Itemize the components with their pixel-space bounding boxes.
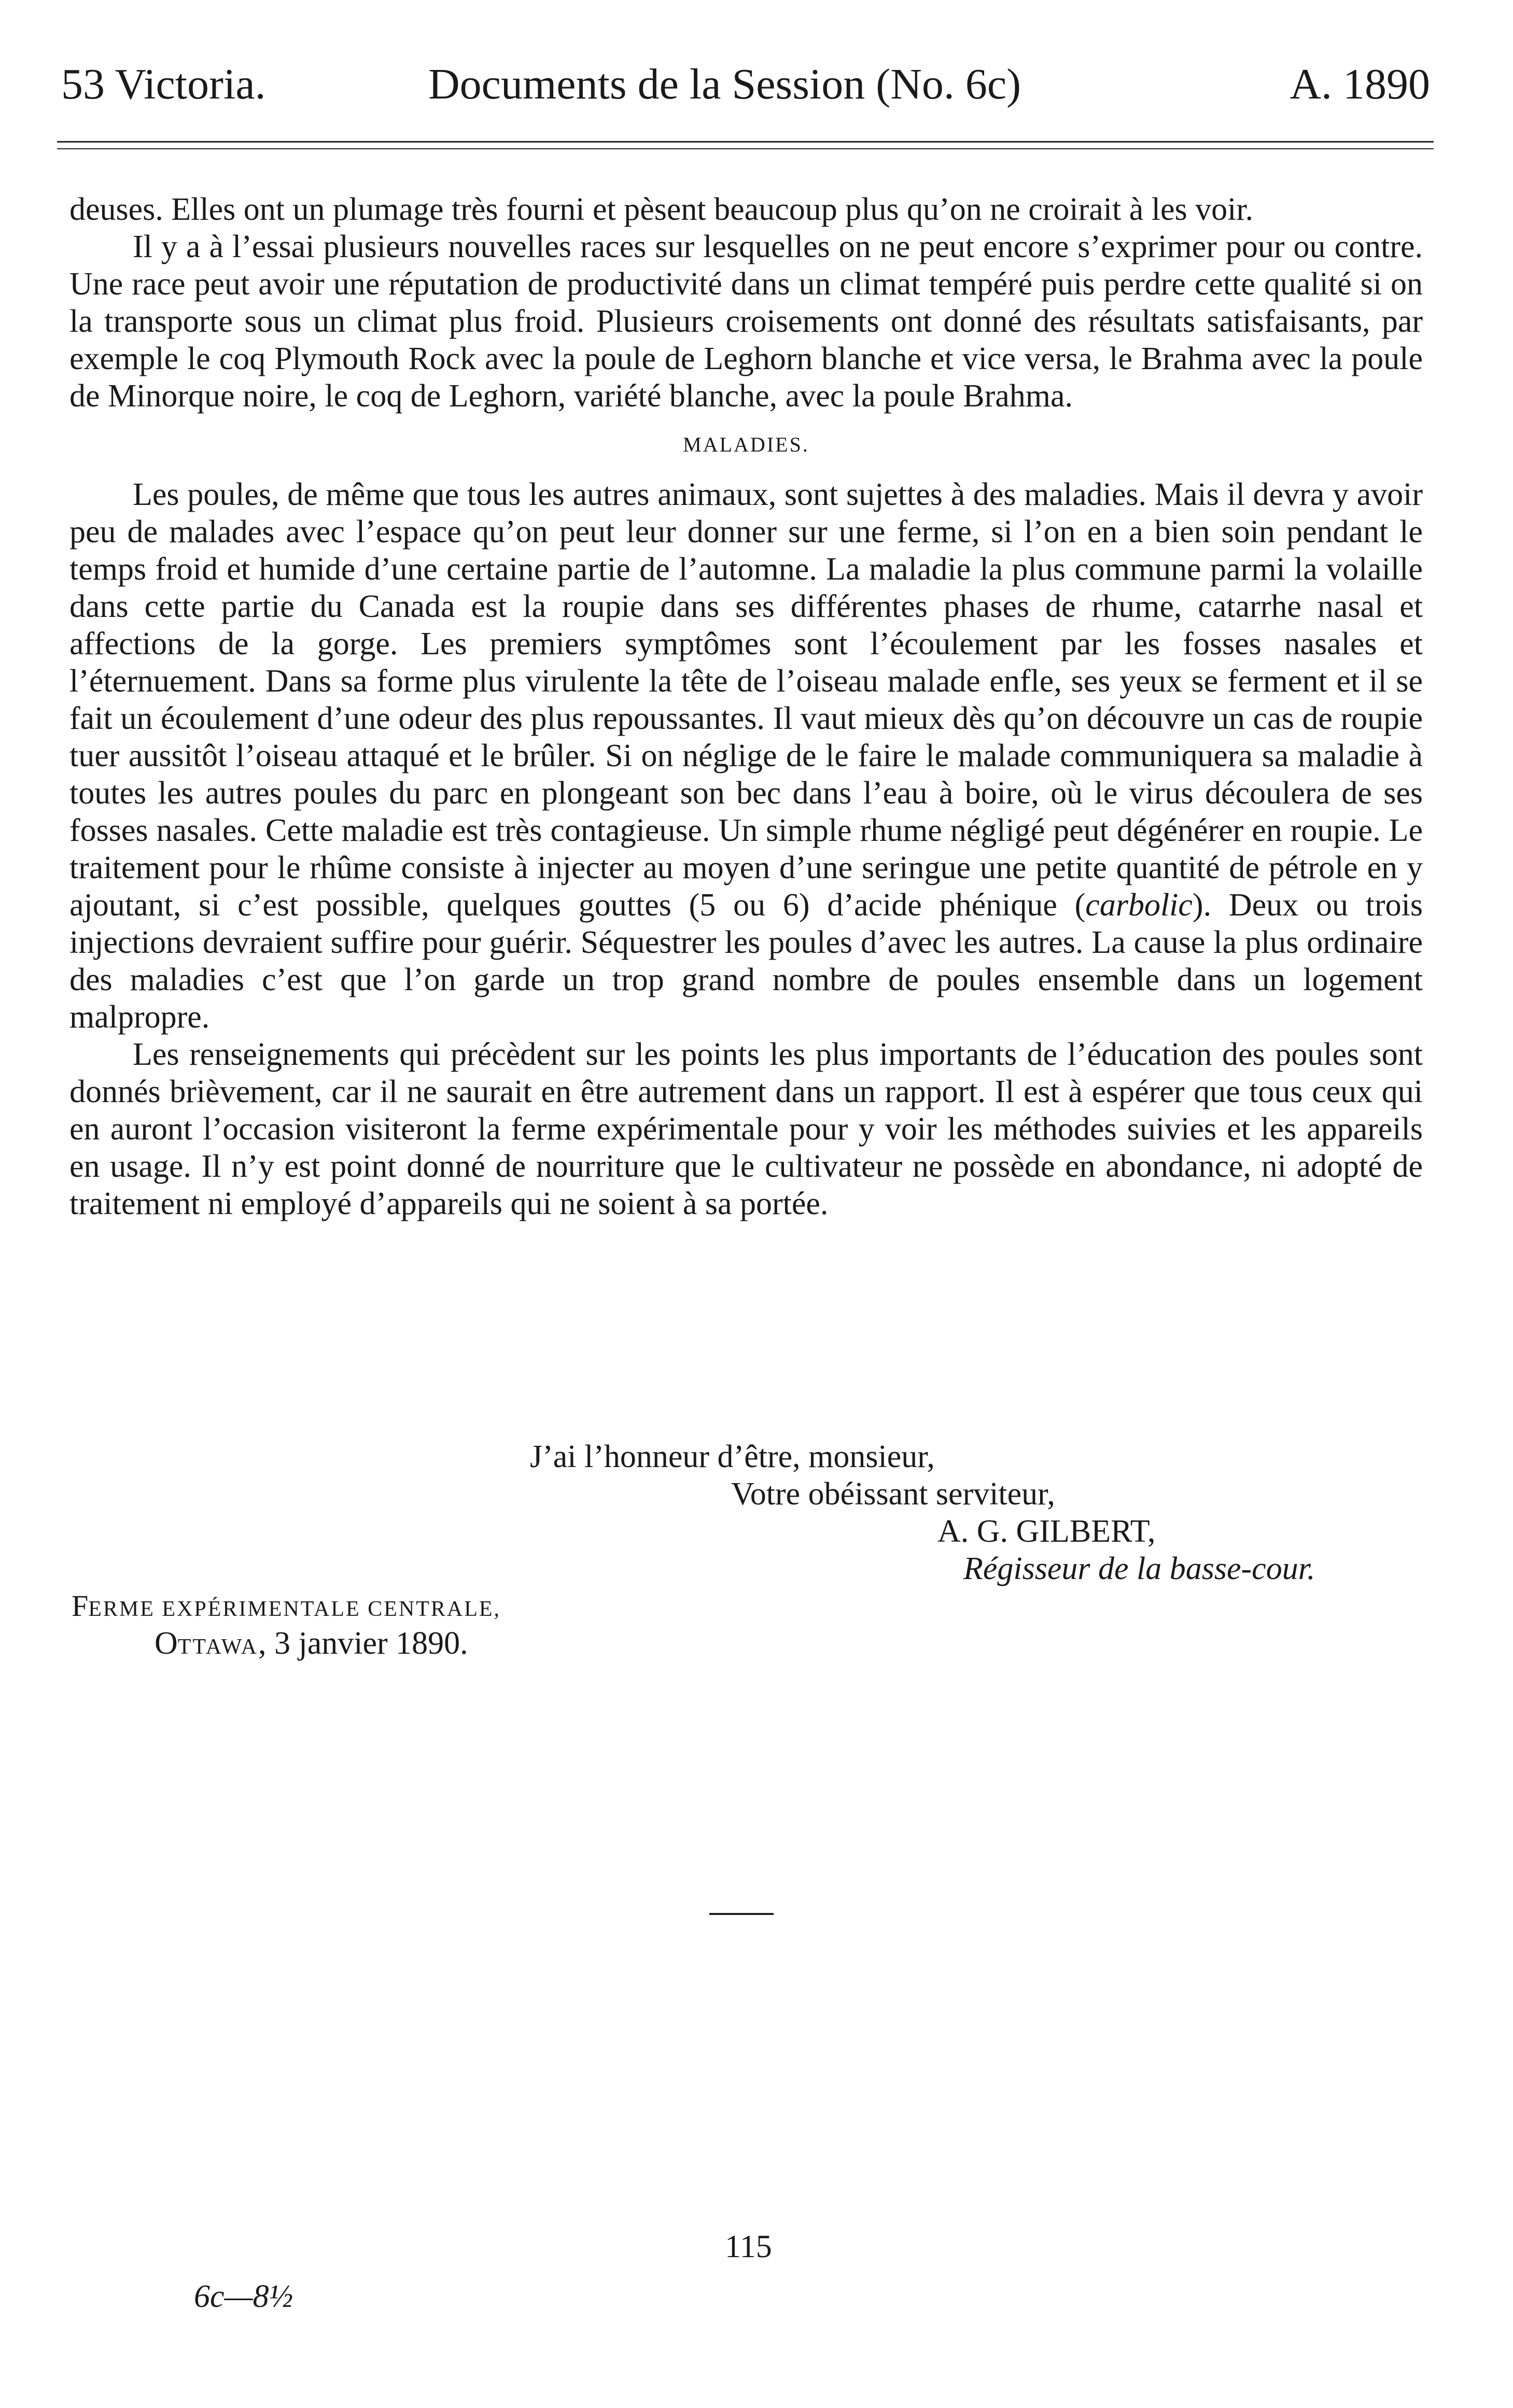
paragraph-2: Il y a à l’essai plusieurs nouvelles races sur lesquelles on ne peut encore s’exprimer pour ou contre. Une race peut avoir une réputation de productivité dans un climat tempéré puis perdre cette qualité si on la transporte sous un climat plus froid. Plusieurs croisements ont donné des résultats satisfaisants, par exemple le coq Plymouth Rock avec la poule de Leghorn blanche et vice versa, le Brahma avec la poule de Minorque noire, le coq de Leghorn, variété blanche, avec la poule Brahma.: [69, 229, 1423, 414]
paragraph-3-part-2: ). Deux ou trois injections devraient suffire pour guérir. Séquestrer les poules d’avec les autres. La cause la plus ordinaire des maladies c’est que l’on garde un trop grand nombre de poules ensemble dans un logement malpropre.: [69, 888, 1423, 1035]
header-right: A. 1890: [1290, 60, 1430, 108]
paragraph-3-emphasis: carbolic: [1085, 888, 1193, 923]
signature-mark: 6c—8½: [194, 2279, 293, 2314]
paragraph-1: deuses. Elles ont un plumage très fourni et pèsent beaucoup plus qu’on ne croirait à les voir.: [69, 192, 1254, 227]
signatory-name: A. G. GILBERT,: [937, 1514, 1156, 1549]
date-text: , 3 janvier 1890.: [258, 1626, 468, 1661]
section-divider: [709, 1913, 774, 1915]
city-rest: TTAWA: [177, 1635, 259, 1659]
closing-servant: Votre obéissant serviteur,: [731, 1476, 1055, 1512]
city-initial: O: [155, 1626, 178, 1661]
header-left: 53 Victoria.: [61, 60, 266, 108]
paragraph-3-part-1: Les poules, de même que tous les autres animaux, sont sujettes à des maladies. Mais il devra y avoir peu de malades avec l’espace qu’on peut leur donner sur une ferme, si l’on en a bien soin pendant le temps froid et humide d’une certaine partie de l’automne. La maladie la plus commune parmi la volaille dans cette partie du Canada est la roupie dans ses différentes phases de rhume, catarrhe nasal et affections de la gorge. Les premiers symptômes sont l’écoulement par les fosses nasales et l’éternuement. Dans sa forme plus virulente la tête de l’oiseau malade enfle, ses yeux se ferment et il se fait un écoulement d’une odeur des plus repoussantes. Il vaut mieux dès qu’on découvre un cas de roupie tuer aussitôt l’oiseau attaqué et le brûler. Si on néglige de le faire le malade communiquera sa maladie à toutes les autres poules du parc en plongeant son bec dans l’eau à boire, où le virus découlera de ses fosses nasales. Cette maladie est très contagieuse. Un simple rhume négligé peut dégénérer en roupie. Le traitement pour le rhûme consiste à injecter au moyen d’une seringue une petite quantité de pétrole en y ajoutant, si c’est possible, quelques gouttes (5 ou 6) d’acide phénique (: [69, 477, 1423, 923]
paragraph-4: Les renseignements qui précèdent sur les points les plus importants de l’éducation des poules sont donnés brièvement, car il ne saurait en être autrement dans un rapport. Il est à espérer que tous ceux qui en auront l’occasion visiteront la ferme expérimentale pour y voir les méthodes suivies et les appareils en usage. Il n’y est point donné de nourriture que le cultivateur ne possède en abondance, ni adopté de traitement ni employé d’appareils qui ne soient à sa portée.: [69, 1037, 1423, 1221]
running-header: [61, 56, 1430, 113]
date-line: [155, 1625, 468, 1666]
header-rule-top: [57, 141, 1434, 143]
header-rule-bottom: [57, 148, 1434, 149]
place-line: [72, 1587, 501, 1628]
closing-salutation: J’ai l’honneur d’être, monsieur,: [530, 1439, 935, 1474]
header-center: Documents de la Session (No. 6c): [428, 60, 1021, 108]
paragraph-3: [69, 476, 1423, 1036]
signatory-title: Régisseur de la basse-cour.: [963, 1551, 1315, 1586]
page-number: 115: [725, 2229, 772, 2264]
document-body: [69, 191, 1423, 1222]
place-name: ERME EXPÉRIMENTALE CENTRALE,: [88, 1597, 501, 1621]
place-initial: F: [72, 1589, 89, 1623]
section-title: MALADIES.: [683, 433, 809, 456]
